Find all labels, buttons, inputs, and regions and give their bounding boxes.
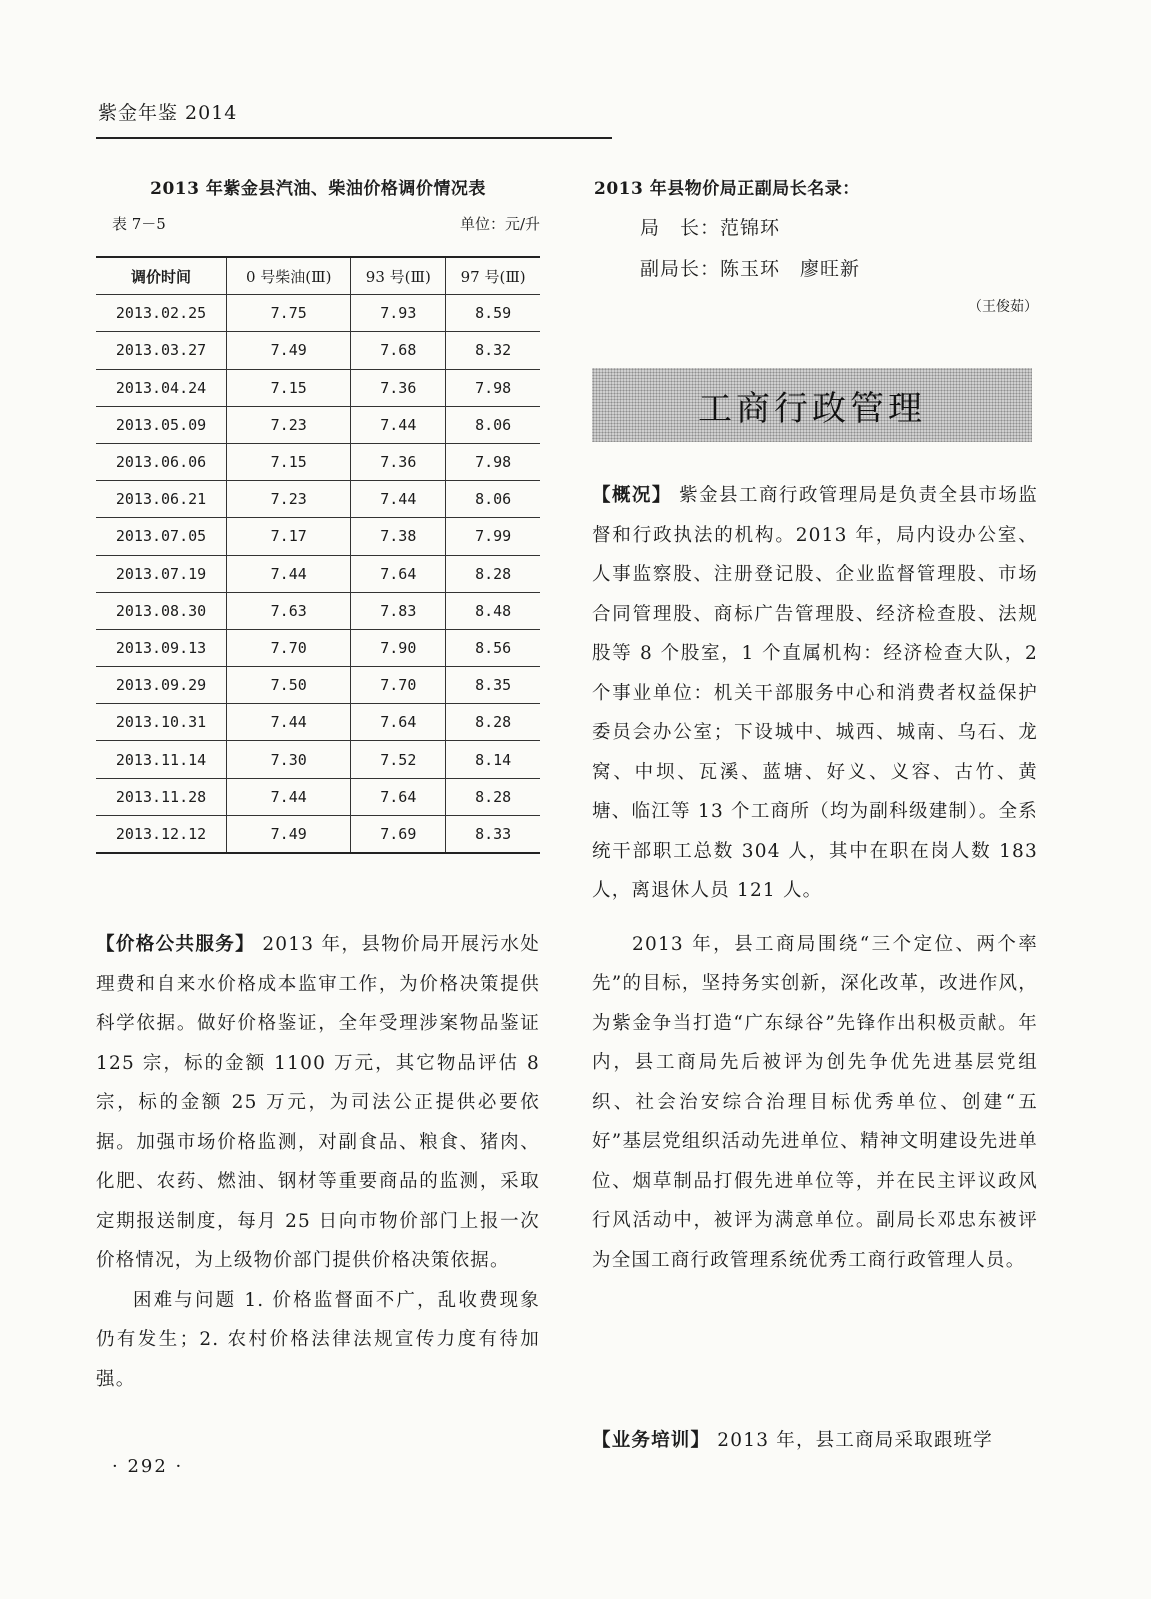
price-cell: 7.44: [227, 704, 351, 741]
price-service-section: [96, 925, 540, 1399]
directory-line-director: 局 长：范锦环: [640, 217, 781, 239]
price-cell: 8.06: [446, 481, 540, 518]
column-header: 调价时间: [96, 257, 227, 295]
date-cell: 2013.05.09: [96, 406, 227, 443]
achievements-paragraph: 2013 年，县工商局围绕“三个定位、两个率先”的目标，坚持务实创新，深化改革，改进作风，为紫金争当打造“广东绿谷”先锋作出积极贡献。年内，县工商局先后被评为创先争优先进基层党组织、社会治安综合治理目标优秀单位、创建“五好”基层党组织活动先进单位、精神文明建设先进单位、烟草制品打假先进单位等，并在民主评议政风行风活动中，被评为满意单位。副局长邓忠东被评为全国工商行政管理系统优秀工商行政管理人员。: [592, 933, 1038, 1271]
price-cell: 7.64: [351, 704, 446, 741]
page-number: · 292 ·: [112, 1456, 184, 1477]
running-header: 紫金年鉴 2014: [98, 102, 238, 124]
table-number: 表 7－5: [112, 215, 166, 233]
date-cell: 2013.11.14: [96, 741, 227, 778]
price-cell: 8.33: [446, 815, 540, 853]
date-cell: 2013.09.13: [96, 629, 227, 666]
price-cell: 7.15: [227, 369, 351, 406]
date-cell: 2013.08.30: [96, 592, 227, 629]
price-table-body: [96, 295, 540, 853]
price-cell: 7.64: [351, 778, 446, 815]
table-row: [96, 332, 540, 369]
price-cell: 7.90: [351, 629, 446, 666]
price-cell: 7.98: [446, 443, 540, 480]
column-header: 0 号柴油(Ⅲ): [227, 257, 351, 295]
date-cell: 2013.04.24: [96, 369, 227, 406]
price-cell: 7.44: [351, 406, 446, 443]
table-row: [96, 704, 540, 741]
price-cell: 7.99: [446, 518, 540, 555]
author-credit: （王俊茹）: [968, 299, 1038, 315]
problems-paragraph: [96, 1281, 540, 1400]
table-row: [96, 443, 540, 480]
training-tag: 【业务培训】: [592, 1430, 711, 1451]
table-row: [96, 518, 540, 555]
date-cell: 2013.06.21: [96, 481, 227, 518]
price-cell: 7.63: [227, 592, 351, 629]
column-header: 97 号(Ⅲ): [446, 257, 540, 295]
directory-line-deputy: 副局长：陈玉环 廖旺新: [640, 258, 861, 280]
overview-paragraph: [592, 476, 1038, 911]
price-cell: 7.36: [351, 443, 446, 480]
price-cell: 8.48: [446, 592, 540, 629]
table-row: [96, 406, 540, 443]
price-cell: 8.59: [446, 295, 540, 332]
table-row: [96, 778, 540, 815]
price-cell: 7.23: [227, 406, 351, 443]
price-cell: 7.69: [351, 815, 446, 853]
table-row: [96, 555, 540, 592]
price-cell: 7.49: [227, 815, 351, 853]
price-cell: 8.35: [446, 667, 540, 704]
date-cell: 2013.03.27: [96, 332, 227, 369]
price-cell: 8.28: [446, 704, 540, 741]
price-table: [96, 256, 540, 854]
table-row: [96, 481, 540, 518]
date-cell: 2013.07.19: [96, 555, 227, 592]
price-cell: 8.28: [446, 555, 540, 592]
table-row: [96, 592, 540, 629]
problems-label: 困难与问题: [133, 1289, 237, 1311]
price-cell: 8.06: [446, 406, 540, 443]
table-row: [96, 295, 540, 332]
price-cell: 7.93: [351, 295, 446, 332]
problems-text: 1. 价格监督面不广，乱收费现象仍有发生；2. 农村价格法律法规宣传力度有待加强。: [96, 1289, 540, 1390]
date-cell: 2013.07.05: [96, 518, 227, 555]
price-cell: 7.23: [227, 481, 351, 518]
date-cell: 2013.11.28: [96, 778, 227, 815]
table-header-row: [96, 257, 540, 295]
price-cell: 7.36: [351, 369, 446, 406]
price-cell: 8.14: [446, 741, 540, 778]
directory-heading: 2013 年县物价局正副局长名录：: [594, 179, 860, 199]
overview-text: 紫金县工商行政管理局是负责全县市场监督和行政执法的机构。2013 年，局内设办公室、人事监察股、注册登记股、企业监督管理股、市场合同管理股、商标广告管理股、经济检查股、法规股等 8 个股室，1 个直属机构：经济检查大队，2 个事业单位：机关干部服务中心和消费者权益保护委员会办公室；下设城中、城西、城南、乌石、龙窝、中坝、瓦溪、蓝塘、好义、义容、古竹、黄塘、临江等 13 个工商所（均为副科级建制）。全系统干部职工总数 304 人，其中在职在岗人数 183 人，离退休人员 121 人。: [592, 485, 1038, 901]
table-row: [96, 667, 540, 704]
price-cell: 8.56: [446, 629, 540, 666]
training-text: 2013 年，县工商局采取跟班学: [717, 1430, 993, 1451]
section-title: 工商行政管理: [698, 388, 926, 429]
price-cell: 7.17: [227, 518, 351, 555]
price-service-tag: 【价格公共服务】: [96, 934, 256, 955]
date-cell: 2013.10.31: [96, 704, 227, 741]
price-cell: 7.38: [351, 518, 446, 555]
header-rule: [96, 137, 612, 139]
price-cell: 7.50: [227, 667, 351, 704]
price-cell: 7.15: [227, 443, 351, 480]
price-cell: 7.70: [227, 629, 351, 666]
price-service-text: 2013 年，县物价局开展污水处理费和自来水价格成本监审工作，为价格决策提供科学依据。做好价格鉴证，全年受理涉案物品鉴证 125 宗，标的金额 1100 万元，其它物品评估 8 宗，标的金额 25 万元，为司法公正提供必要依据。加强市场价格监测，对副食品、粮食、猪肉、化肥、农药、燃油、钢材等重要商品的监测，采取定期报送制度，每月 25 日向市物价部门上报一次价格情况，为上级物价部门提供价格决策依据。: [96, 934, 540, 1271]
overview-tag: 【概况】: [592, 485, 672, 506]
date-cell: 2013.06.06: [96, 443, 227, 480]
price-cell: 7.75: [227, 295, 351, 332]
date-cell: 2013.12.12: [96, 815, 227, 853]
price-cell: 7.44: [227, 555, 351, 592]
date-cell: 2013.02.25: [96, 295, 227, 332]
column-header: 93 号(Ⅲ): [351, 257, 446, 295]
price-cell: 8.28: [446, 778, 540, 815]
training-section: [592, 1421, 1038, 1461]
table-row: [96, 741, 540, 778]
price-cell: 7.52: [351, 741, 446, 778]
table-title: 2013 年紫金县汽油、柴油价格调价情况表: [150, 179, 486, 199]
price-cell: 7.68: [351, 332, 446, 369]
date-cell: 2013.09.29: [96, 667, 227, 704]
table-row: [96, 369, 540, 406]
price-cell: 7.49: [227, 332, 351, 369]
table-row: [96, 815, 540, 853]
price-service-paragraph: [96, 925, 540, 1281]
price-cell: 7.30: [227, 741, 351, 778]
overview-section: [592, 476, 1038, 1280]
table-unit: 单位：元/升: [459, 215, 540, 233]
price-cell: 7.44: [227, 778, 351, 815]
table-row: [96, 629, 540, 666]
section-banner: [592, 368, 1032, 442]
price-cell: 8.32: [446, 332, 540, 369]
price-cell: 7.83: [351, 592, 446, 629]
price-cell: 7.64: [351, 555, 446, 592]
training-paragraph: [592, 1421, 1038, 1461]
price-cell: 7.70: [351, 667, 446, 704]
price-cell: 7.44: [351, 481, 446, 518]
price-cell: 7.98: [446, 369, 540, 406]
